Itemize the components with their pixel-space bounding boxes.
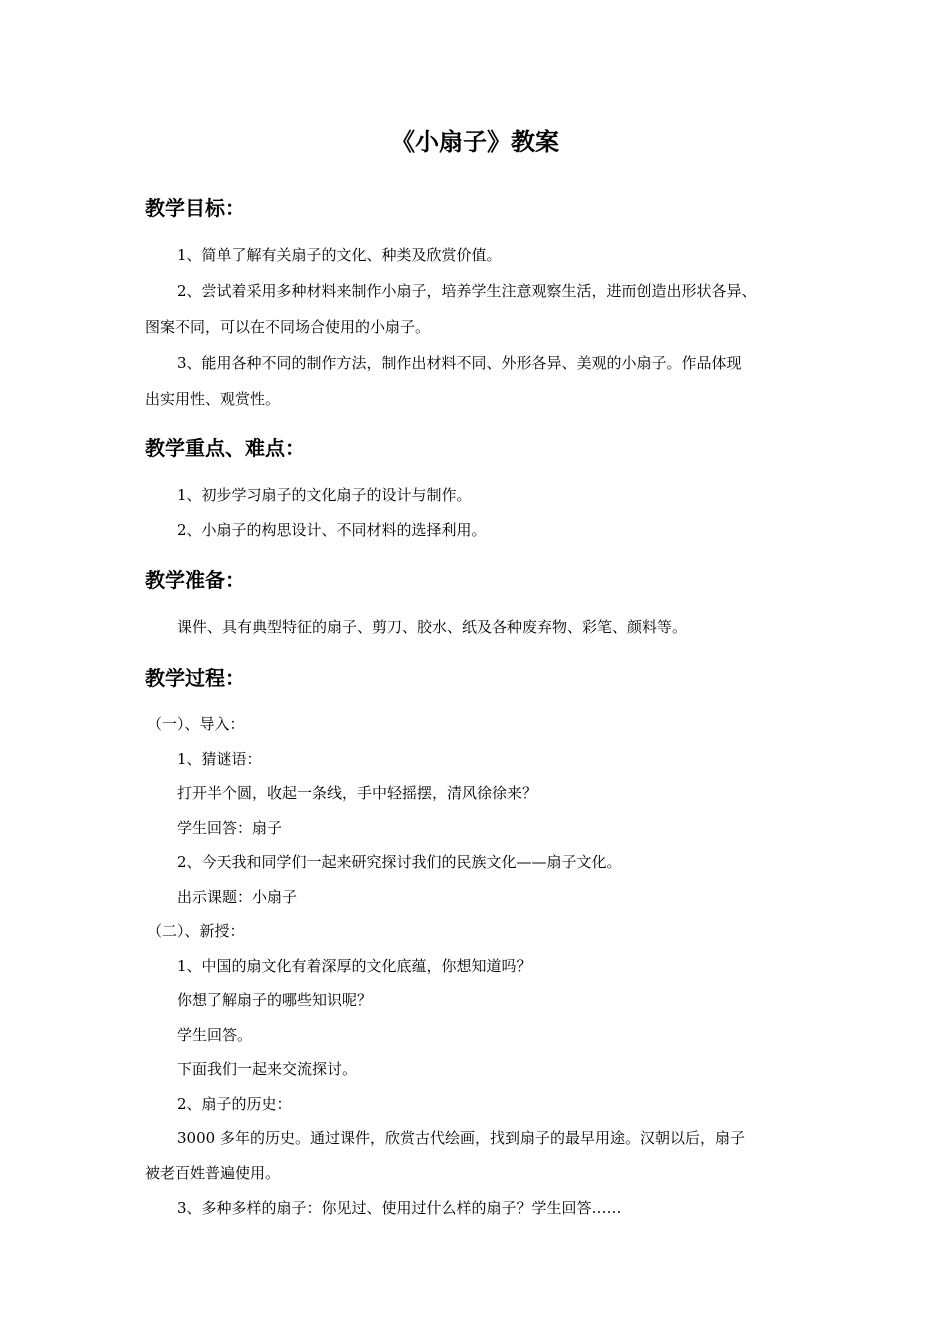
process-line: 1、猜谜语： [177,750,262,768]
objective-line: 出实用性、观赏性。 [145,390,281,408]
process-line: 2、今天我和同学们一起来研究探讨我们的民族文化——扇子文化。 [177,853,622,871]
process-line: 学生回答：扇子 [177,819,283,837]
preparation-line: 课件、具有典型特征的扇子、剪刀、胶水、纸及各种废弃物、彩笔、颜料等。 [177,618,688,636]
process-line: 学生回答。 [177,1026,253,1044]
objective-line: 1、简单了解有关扇子的文化、种类及欣赏价值。 [177,246,502,264]
process-line: 3000 多年的历史。通过课件，欣赏古代绘画，找到扇子的最早用途。汉朝以后，扇子 [177,1129,745,1147]
process-line: 打开半个圆，收起一条线，手中轻摇摆，清风徐徐来？ [177,784,538,802]
key-point-line: 1、初步学习扇子的文化扇子的设计与制作。 [177,486,472,504]
process-line: 被老百姓普遍使用。 [145,1164,281,1182]
process-heading: 教学过程： [145,666,245,690]
document-title: 《小扇子》教案 [391,128,559,156]
objective-line: 2、尝试着采用多种材料来制作小扇子，培养学生注意观察生活，进而创造出形状各异、 [177,282,757,300]
process-line: 下面我们一起来交流探讨。 [177,1060,358,1078]
process-line: 3、多种多样的扇子：你见过、使用过什么样的扇子？学生回答…… [177,1199,622,1217]
objective-line: 3、能用各种不同的制作方法，制作出材料不同、外形各异、美观的小扇子。作品体现 [177,354,742,372]
objectives-heading: 教学目标： [145,196,245,220]
preparation-heading: 教学准备： [145,568,245,592]
process-line: 你想了解扇子的哪些知识呢？ [177,991,373,1009]
section-label-new: （二）、新授： [147,922,245,940]
process-line: 1、中国的扇文化有着深厚的文化底蕴，你想知道吗？ [177,957,532,975]
key-points-heading: 教学重点、难点： [145,436,305,460]
objective-line: 图案不同，可以在不同场合使用的小扇子。 [145,318,431,336]
section-label-intro: （一）、导入： [147,715,245,733]
process-line: 出示课题：小扇子 [177,888,298,906]
process-line: 2、扇子的历史： [177,1095,292,1113]
key-point-line: 2、小扇子的构思设计、不同材料的选择利用。 [177,521,487,539]
